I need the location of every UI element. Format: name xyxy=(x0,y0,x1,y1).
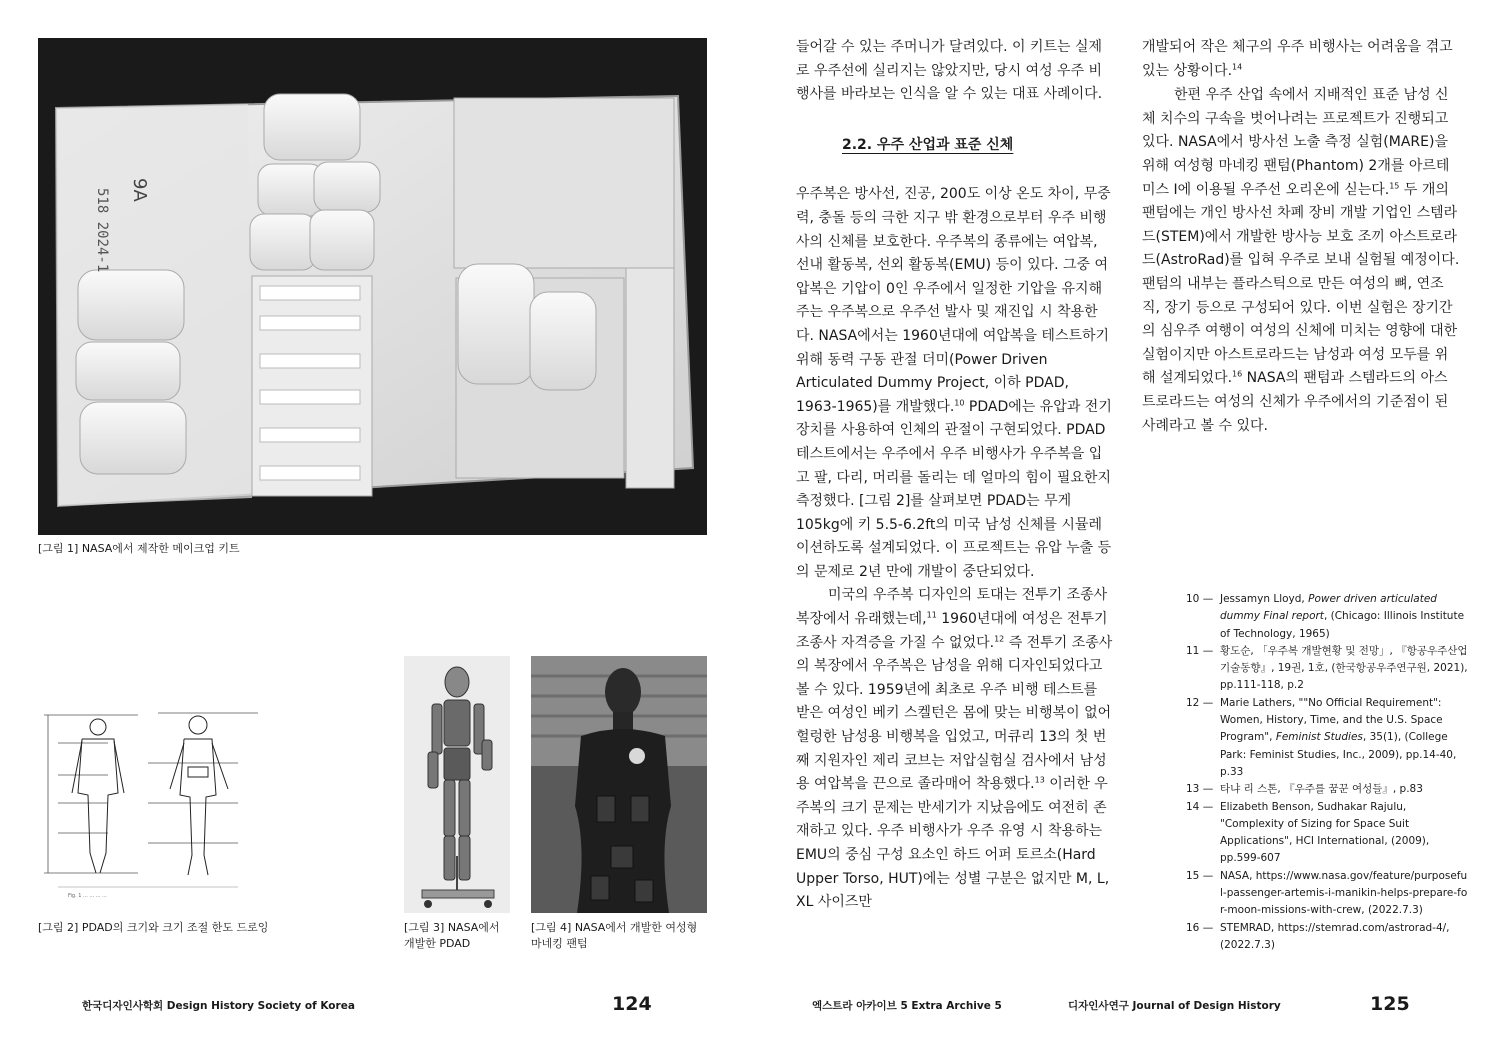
footnote-text-part: , (Chicago: Illinois Institute of Technology, 1965) xyxy=(1220,610,1465,640)
footnote-10 xyxy=(1186,591,1468,643)
pdad-dimension-drawing xyxy=(38,703,270,903)
footer-extra-archive: 엑스트라 아카이브 5 Extra Archive 5 xyxy=(812,1000,1002,1012)
figure-2-pdad-drawing xyxy=(38,703,270,903)
footnote-number: 12 — xyxy=(1186,696,1214,709)
paragraph-phantom xyxy=(1142,84,1460,438)
figure-3-pdad-photo xyxy=(404,656,510,913)
figure-3-caption-line-1: [그림 3] NASA에서 xyxy=(404,921,500,934)
footnote-text: 황도순, 「우주복 개발현황 및 전망」, 『항공우주산업기술동향』, 19권, 1호, (한국항공우주연구원, 2021), pp.111-118, p.2 xyxy=(1220,644,1468,692)
footer-journal-name: 디자인사연구 Journal of Design History xyxy=(1068,1000,1281,1012)
footer-society-name: 한국디자인사학회 Design History Society of Korea xyxy=(82,1000,355,1012)
footnote-12 xyxy=(1186,695,1468,781)
figure-4-caption xyxy=(531,920,697,952)
body-column-right xyxy=(1142,36,1460,438)
footnote-11 xyxy=(1186,643,1468,695)
page-number-left: 124 xyxy=(612,993,652,1015)
footnote-text: Elizabeth Benson, Sudhakar Rajulu, "Complexity of Sizing for Space Suit Applications", HCI International, (2009), pp.599-607 xyxy=(1220,800,1430,865)
svg-text:518 2024-1: 518 2024-1 xyxy=(94,188,110,273)
footnote-16 xyxy=(1186,920,1468,955)
figure-1-caption: [그림 1] NASA에서 제작한 메이크업 키트 xyxy=(38,542,240,555)
paragraph-spacesuit-part-1: 우주복은 방사선, 진공, 200도 이상 온도 차이, 무중력, 충돌 등의 극한 지구 밖 환경으로부터 우주 비행사의 신체를 보호한다. 우주복의 종류에는 여압복, 선내 활동복, 선외 활동복(EMU) 등이 있다. 그중 여압복은 기압이 0인 우주에서 일정한 기압을 유지해주는 우주복으로 우주선 발사 및 재진입 시 착용한다. NASA에서는 1960년대에 여압복을 테스트하기 위해 동력 구동 관절 더미(Power Driven Articulated Dummy Project, 이하 PDAD, 1963-1965)를 개발했다. xyxy=(796,186,1111,415)
paragraph-fighter-pilot-part-3: 즉 전투기 조종사의 복장에서 우주복은 남성을 위해 디자인되었다고 볼 수 있다. 1959년에 최초로 우주 비행 테스트를 받은 여성인 베키 스켈턴은 몸에 맞는 비행복이 없어 헐렁한 남성용 비행복을 입었고, 머큐리 13의 첫 번째 지원자인 제리 코브는 저압실험실 검사에서 남성용 여압복을 끈으로 졸라매어 착용했다. xyxy=(796,634,1113,793)
footnote-number: 14 — xyxy=(1186,800,1214,813)
footnote-ref-16: 16 xyxy=(1232,369,1243,379)
paragraph-fighter-pilot-part-4: 이러한 우주복의 크기 문제는 반세기가 지났음에도 여전히 존재하고 있다. 우주 비행사가 우주 유영 시 착용하는 EMU의 중심 구성 요소인 하드 어퍼 토르소(Hard Upper Torso, HUT)에는 성별 구분은 없지만 M, L, XL 사이즈만 xyxy=(796,776,1110,911)
paragraph-small-astronauts xyxy=(1142,36,1460,83)
footnote-number: 10 — xyxy=(1186,593,1214,605)
footnote-13 xyxy=(1186,781,1468,798)
footnote-15 xyxy=(1186,868,1468,920)
footnote-text: NASA, https://www.nasa.gov/feature/purposeful-passenger-artemis-i-manikin-helps-prepare-for-moon-missions-with-crew, (2022.7.3) xyxy=(1220,869,1468,917)
footnote-title-italic: Feminist Studies xyxy=(1275,731,1363,744)
footnote-number: 15 — xyxy=(1186,869,1214,882)
footnote-number: 13 — xyxy=(1186,783,1214,796)
paragraph-phantom-part-1: 한편 우주 산업 속에서 지배적인 표준 남성 신체 치수의 구속을 벗어나려는 프로젝트가 진행되고 있다. NASA에서 방사선 노출 측정 실험(MARE)을 위해 여성형 마네킹 팬텀(Phantom) 2개를 아르테미스 I에 이용될 우주선 오리온에 싣는다. xyxy=(1142,87,1450,198)
footnote-text: STEMRAD, https://stemrad.com/astrorad-4/, (2022.7.3) xyxy=(1220,921,1450,951)
figure-3-caption xyxy=(404,920,500,952)
footnote-14 xyxy=(1186,799,1468,868)
section-heading: 2.2. 우주 산업과 표준 신체 xyxy=(842,136,1014,153)
svg-text:9A: 9A xyxy=(129,178,150,202)
footnote-ref-13: 13 xyxy=(1034,775,1045,785)
footnote-ref-15: 15 xyxy=(1389,180,1400,190)
figure-4-caption-line-1: [그림 4] NASA에서 개발한 여성형 xyxy=(531,921,698,934)
paragraph-spacesuit xyxy=(796,183,1114,584)
paragraph-small-astronauts-text: 개발되어 작은 체구의 우주 비행사는 어려움을 겪고 있는 상황이다. xyxy=(1142,39,1453,79)
paragraph-fighter-pilot-part-1: 미국의 우주복 디자인의 토대는 전투기 조종사 복장에서 유래했는데, xyxy=(796,587,1108,628)
paragraph-fighter-pilot-part-2: 1960년대에 여성은 전투기 조종사 자격증을 가질 수 없었다. xyxy=(796,611,1108,651)
figure-1-makeup-kit-photo xyxy=(38,38,707,535)
body-column-middle xyxy=(796,36,1114,915)
footnote-ref-12: 12 xyxy=(994,634,1005,643)
paragraph-fighter-pilot xyxy=(796,584,1114,914)
footnote-text-part: , 35(1), (College Park: Feminist Studies, Inc., 2009), pp.14-40, p.33 xyxy=(1220,731,1457,778)
footnote-ref-11: 11 xyxy=(926,610,937,620)
figure-4-phantom-photo xyxy=(531,656,707,913)
footnote-title-italic: Power driven articulated dummy Final report xyxy=(1220,593,1437,623)
footnote-ref-10: 10 xyxy=(954,398,965,408)
paragraph-phantom-part-3: NASA의 팬텀과 스템라드의 아스트로라드는 여성의 신체가 우주에서의 기준점이 된 사례라고 볼 수 있다. xyxy=(1142,370,1449,434)
footnote-number: 11 — xyxy=(1186,644,1214,657)
footnote-text xyxy=(1220,695,1468,781)
footnote-text-part: Marie Lathers, ""No Official Requirement": Women, History, Time, and the U.S. Space Program", xyxy=(1220,696,1443,744)
footnote-text-part: Jessamyn Lloyd, xyxy=(1220,593,1309,605)
makeup-kit-illustration xyxy=(38,38,707,535)
pdad-robot-illustration xyxy=(404,656,510,913)
footnotes xyxy=(1186,591,1468,954)
footnote-ref-14: 14 xyxy=(1232,61,1243,71)
footnote-number: 16 — xyxy=(1186,921,1214,934)
figure-3-caption-line-2: 개발한 PDAD xyxy=(404,937,471,950)
phantom-mannequin-illustration xyxy=(531,656,707,913)
page-number-right: 125 xyxy=(1370,993,1410,1015)
paragraph-makeup-kit: 들어갈 수 있는 주머니가 달려있다. 이 키트는 실제로 우주선에 실리지는 않았지만, 당시 여성 우주 비행사를 바라보는 인식을 알 수 있는 대표 사례이다. xyxy=(796,39,1103,103)
figure-2-caption: [그림 2] PDAD의 크기와 크기 조절 한도 드로잉 xyxy=(38,921,269,934)
svg-text:Fig. 1 ... ... ... ...: Fig. 1 ... ... ... ... xyxy=(68,893,107,899)
paragraph-spacesuit-part-2: PDAD에는 유압과 전기 장치를 사용하여 인체의 관절이 구현되었다. PDAD 테스트에서는 우주에서 우주 비행사가 우주복을 입고 팔, 다리, 머리를 돌리는 데 얼마의 힘이 필요한지 측정했다. [그림 2]를 살펴보면 PDAD는 무게 105kg에 키 5.5-6.2ft의 미국 남성 신체를 시뮬레이션하도록 설계되었다. 이 프로젝트는 유압 누출 등의 문제로 2년 만에 개발이 중단되었다. xyxy=(796,398,1112,580)
footnote-text xyxy=(1220,591,1468,643)
paragraph-phantom-part-2: 두 개의 팬텀에는 개인 방사선 차폐 장비 개발 기업인 스템라드(STEM)에서 개발한 방사능 보호 조끼 아스트로라드(AstroRad)를 입혀 우주로 보내 실험될 예정이다. 팬텀의 내부는 플라스틱으로 만든 여성의 뼈, 연조직, 장기 등으로 구성되어 있다. 이번 실험은 장기간의 심우주 여행이 여성의 신체에 미치는 영향에 대한 실험이지만 아스트로라드는 남성과 여성 모두를 위해 설계되었다. xyxy=(1142,181,1460,387)
footnote-text: 타냐 리 스톤, 『우주를 꿈꾼 여성들』, p.83 xyxy=(1220,783,1423,796)
figure-4-caption-line-2: 마네킹 팬텀 xyxy=(531,937,588,950)
